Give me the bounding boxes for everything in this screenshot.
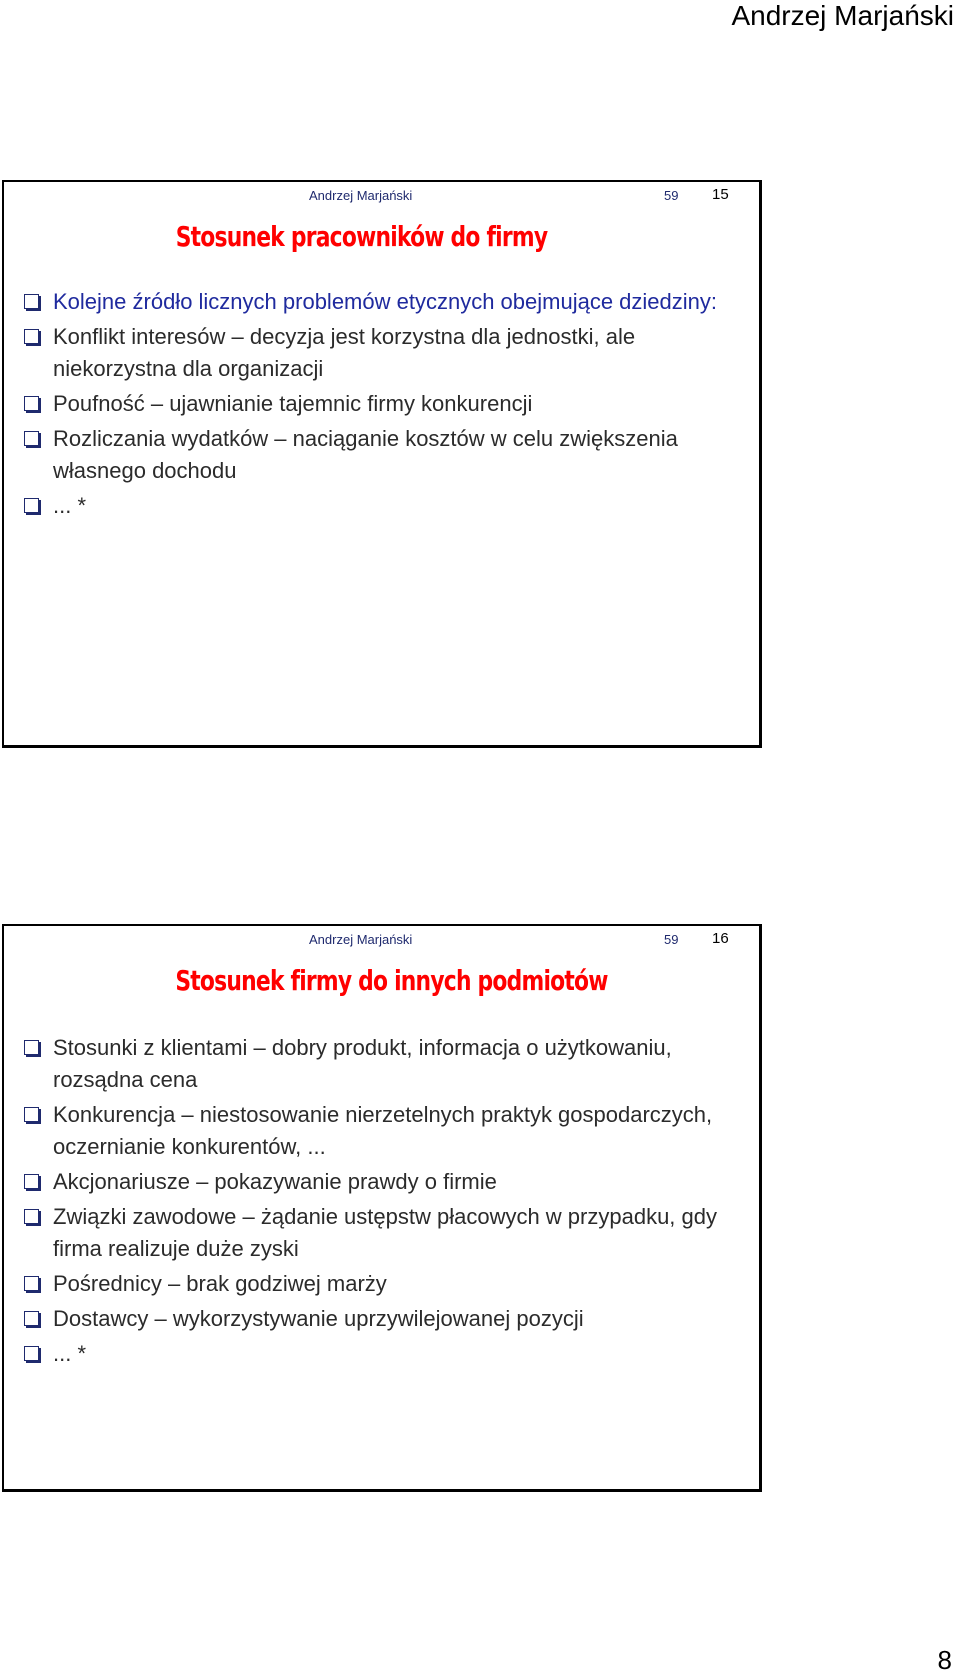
bullet-list — [24, 286, 739, 525]
slide-15 — [2, 180, 762, 748]
bullet-text: Rozliczania wydatków – naciąganie kosztów w celu zwiększenia własnego dochodu — [53, 426, 678, 483]
page-number: 8 — [937, 1645, 952, 1675]
page-header-author: Andrzej Marjański — [731, 0, 954, 31]
bullet-text: Kolejne źródło licznych problemów etycznych obejmujące dziedziny: — [53, 289, 717, 314]
bullet-item — [24, 423, 739, 487]
bullet-text: Pośrednicy – brak godziwej marży — [53, 1271, 387, 1296]
bullet-text: Poufność – ujawnianie tajemnic firmy konkurencji — [53, 391, 533, 416]
slide-meta-number: 59 — [664, 932, 679, 947]
bullet-item — [24, 388, 739, 420]
bullet-item — [24, 321, 739, 385]
bullet-text: Stosunki z klientami – dobry produkt, informacja o użytkowaniu, rozsądna cena — [53, 1035, 672, 1092]
checkbox-bullet-icon — [24, 1040, 39, 1055]
bullet-item — [24, 1268, 739, 1300]
checkbox-bullet-icon — [24, 1209, 39, 1224]
bullet-text: Konflikt interesów – decyzja jest korzystna dla jednostki, ale niekorzystna dla organizacji — [53, 324, 636, 381]
slide-author: Andrzej Marjański — [309, 932, 413, 947]
checkbox-bullet-icon — [24, 1276, 39, 1291]
checkbox-bullet-icon — [24, 1311, 39, 1326]
bullet-item — [24, 490, 739, 522]
bullet-text: ... * — [53, 1341, 87, 1366]
bullet-item — [24, 1201, 739, 1265]
slide-meta-number: 59 — [664, 188, 679, 203]
bullet-text: Akcjonariusze – pokazywanie prawdy o firmie — [53, 1169, 497, 1194]
checkbox-bullet-icon — [24, 396, 39, 411]
bullet-text: Konkurencja – niestosowanie nierzetelnych praktyk gospodarczych, oczernianie konkurentów, ... — [53, 1102, 713, 1159]
bullet-item — [24, 1099, 739, 1163]
checkbox-bullet-icon — [24, 1346, 39, 1361]
checkbox-bullet-icon — [24, 1107, 39, 1122]
bullet-item — [24, 1032, 739, 1096]
bullet-item — [24, 286, 739, 318]
slide-number: 15 — [712, 186, 729, 203]
slide-number: 16 — [712, 930, 729, 947]
checkbox-bullet-icon — [24, 431, 39, 446]
bullet-text: Związki zawodowe – żądanie ustępstw płacowych w przypadku, gdy firma realizuje duże zyski — [53, 1204, 717, 1261]
slide-author: Andrzej Marjański — [309, 188, 413, 203]
bullet-item — [24, 1166, 739, 1198]
slide-title: Stosunek firmy do innych podmiotów — [175, 964, 608, 997]
slide-16 — [2, 924, 762, 1492]
checkbox-bullet-icon — [24, 329, 39, 344]
bullet-item — [24, 1338, 739, 1370]
checkbox-bullet-icon — [24, 1174, 39, 1189]
checkbox-bullet-icon — [24, 498, 39, 513]
bullet-item — [24, 1303, 739, 1335]
bullet-list — [24, 1032, 739, 1373]
bullet-text: ... * — [53, 493, 87, 518]
bullet-text: Dostawcy – wykorzystywanie uprzywilejowanej pozycji — [53, 1306, 584, 1331]
checkbox-bullet-icon — [24, 294, 39, 309]
slide-title: Stosunek pracowników do firmy — [175, 220, 548, 253]
